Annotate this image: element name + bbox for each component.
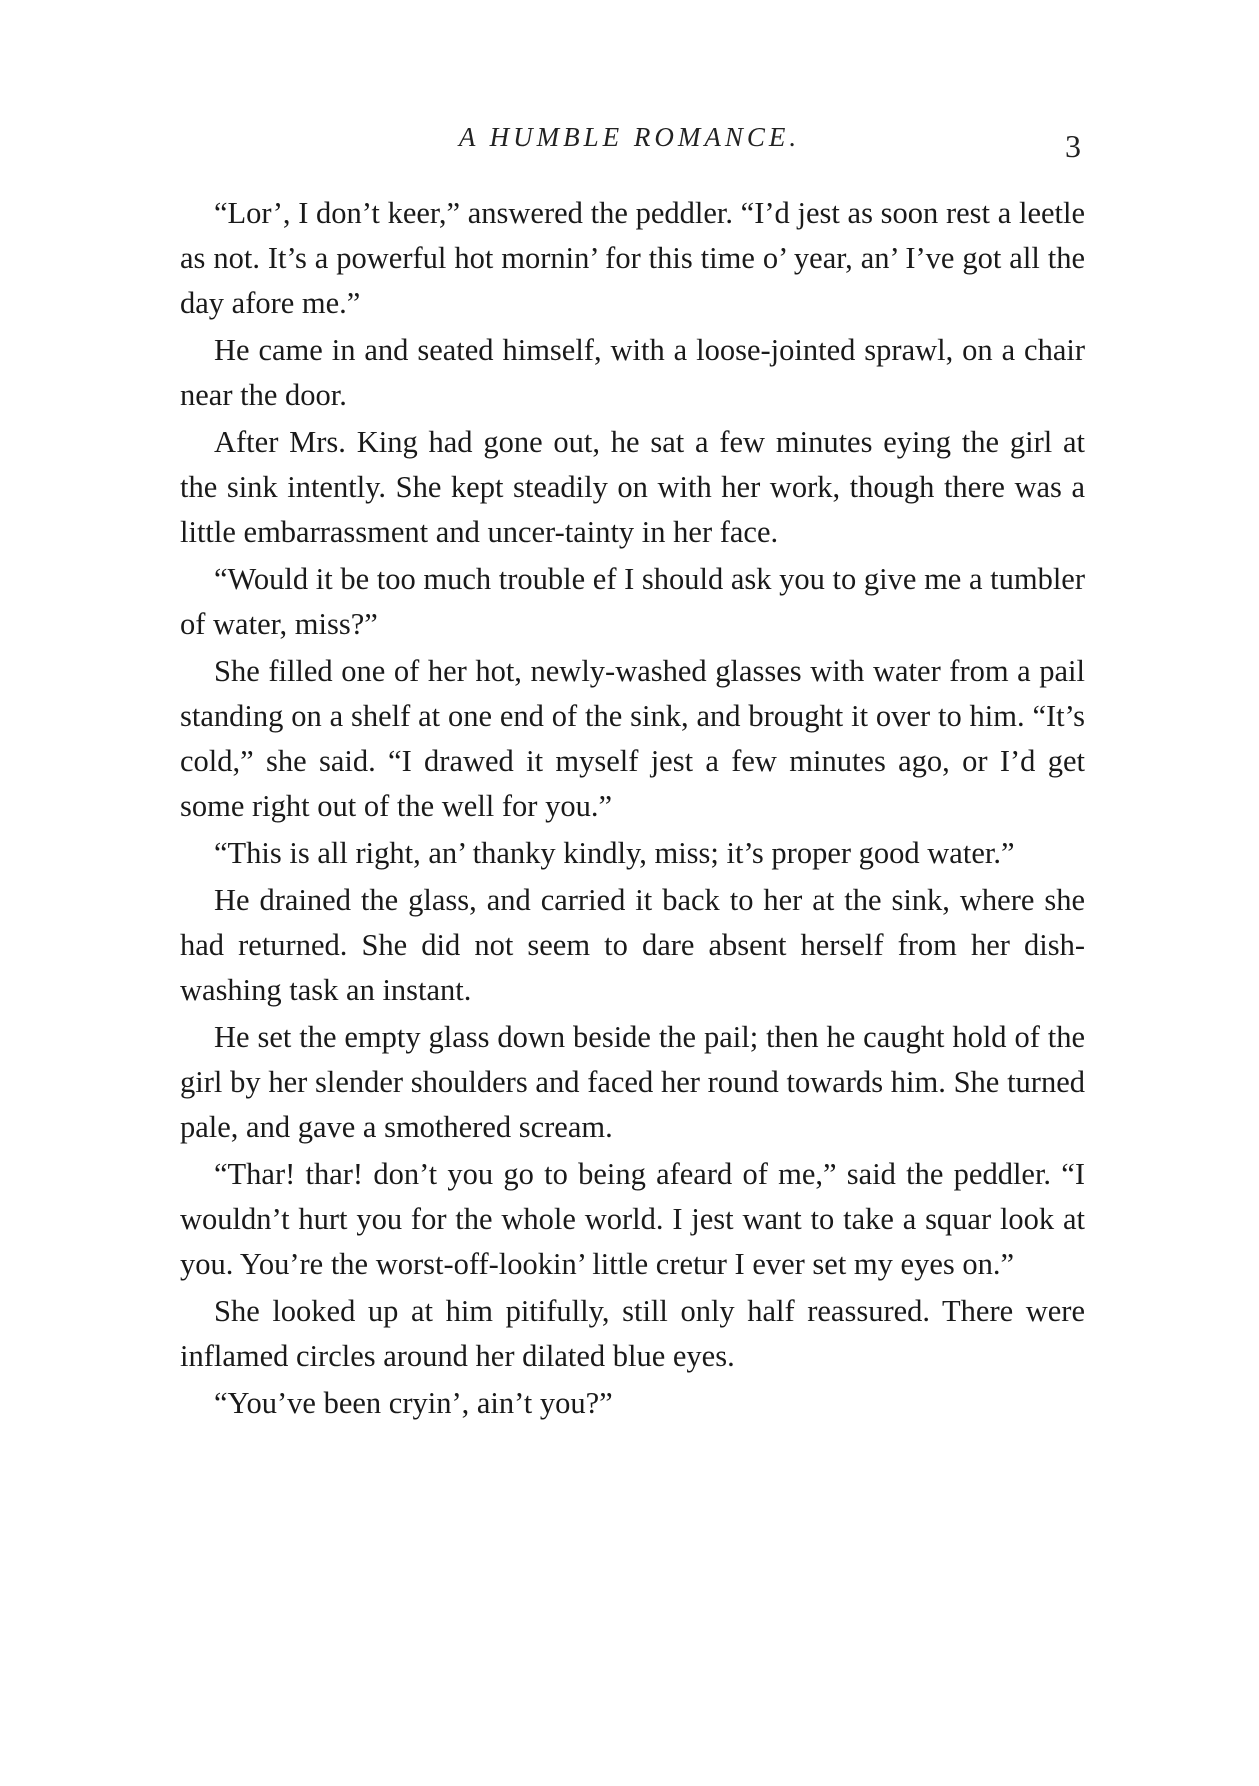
paragraph: “Thar! thar! don’t you go to being afeard of me,” said the peddler. “I wouldn’t hurt you for the whole world. I jest want to take a squar look at you. You’re the worst-off-lookin’ little cretur I ever set my eyes on.” <box>180 1157 1085 1281</box>
paragraph: After Mrs. King had gone out, he sat a few minutes eying the girl at the sink intently. She kept steadily on with her work, though there was a little embarrassment and uncer-tainty in her face. <box>180 425 1085 549</box>
paragraph: “This is all right, an’ thanky kindly, miss; it’s proper good water.” <box>214 836 1015 870</box>
paragraph: “Lor’, I don’t keer,” answered the peddler. “I’d jest as soon rest a leetle as not. It’s a powerful hot mornin’ for this time o’ year, an’ I’ve got all the day afore me.” <box>180 196 1085 320</box>
page-number: 3 <box>1065 128 1081 164</box>
paragraph: He came in and seated himself, with a loose-jointed sprawl, on a chair near the door. <box>180 333 1085 412</box>
running-head <box>0 118 1259 164</box>
paragraph: “You’ve been cryin’, ain’t you?” <box>214 1386 613 1420</box>
paragraph: She looked up at him pitifully, still only half reassured. There were inflamed circles around her dilated blue eyes. <box>180 1294 1085 1373</box>
body-text <box>180 191 1085 1426</box>
paragraph: “Would it be too much trouble ef I should ask you to give me a tumbler of water, miss?” <box>180 562 1085 641</box>
running-title: A HUMBLE ROMANCE. <box>458 122 801 152</box>
paragraph: He set the empty glass down beside the pail; then he caught hold of the girl by her slender shoulders and faced her round towards him. She turned pale, and gave a smothered scream. <box>180 1020 1085 1144</box>
paragraph: He drained the glass, and carried it back to her at the sink, where she had returned. She did not seem to dare absent herself from her dish-washing task an instant. <box>180 883 1085 1007</box>
paragraph: She filled one of her hot, newly-washed glasses with water from a pail standing on a shelf at one end of the sink, and brought it over to him. “It’s cold,” she said. “I drawed it myself jest a few minutes ago, or I’d get some right out of the well for you.” <box>180 654 1085 823</box>
